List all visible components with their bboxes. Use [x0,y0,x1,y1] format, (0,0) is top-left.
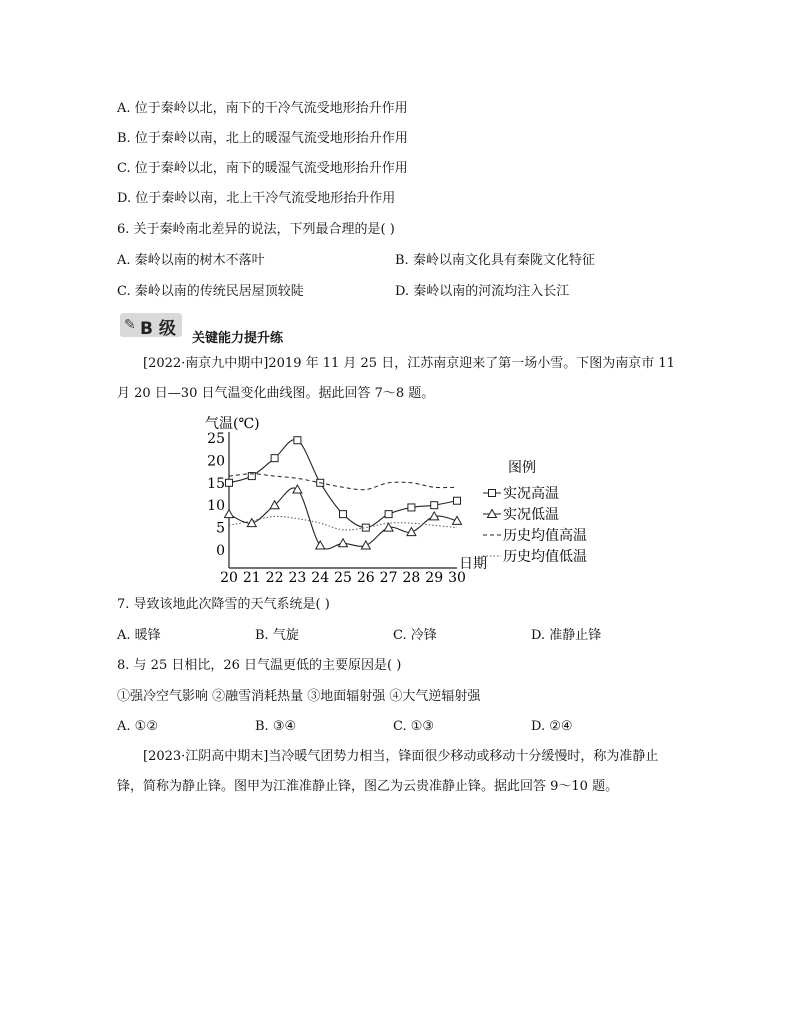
x-tick-label: 22 [265,570,284,585]
x-tick-label: 21 [242,570,261,585]
q6-option-d: D. 秦岭以南的河流均注入长江 [395,284,570,299]
legend-label-high: 实况高温 [503,486,559,502]
data-point-low [316,541,325,549]
intro-1-text: 2019 年 11 月 25 日，江苏南京迎来了第一场小雪。下图为南京市 11 月 20 日—30 日气温变化曲线图。据此回答 7～8 题。 [117,356,675,401]
data-point-high [385,511,392,518]
x-tick-label: 24 [311,570,330,585]
y-axis-label: 气温(℃) [205,416,260,432]
data-point-high [294,437,301,444]
level-badge [120,311,184,337]
legend-label-avg-low: 历史均值低温 [503,549,587,565]
q6-option-c: C. 秦岭以南的传统民居屋顶较陡 [117,284,304,299]
q5-option-c: C. 位于秦岭以北，南下的暖湿气流受地形抬升作用 [117,161,408,176]
data-point-high [271,455,278,462]
x-axis-label: 日期 [459,556,487,572]
x-tick-label: 28 [402,570,421,585]
intro-1-source: [2022·南京九中期中] [143,356,269,371]
intro-paragraph-2 [117,742,677,802]
q8-stem: 8. 与 25 日相比，26 日气温更低的主要原因是( ) [117,658,402,673]
q5-option-b: B. 位于秦岭以南，北上的暖湿气流受地形抬升作用 [117,131,408,146]
q5-option-d: D. 位于秦岭以南，北上干冷气流受地形抬升作用 [117,191,396,206]
x-tick-label: 29 [425,570,444,585]
data-point-low [293,485,302,493]
x-ticks [220,570,466,585]
y-ticks [207,431,225,559]
x-tick-label: 20 [220,570,238,585]
q8-factors: ①强冷空气影响 ②融雪消耗热量 ③地面辐射强 ④大气逆辐射强 [117,689,481,704]
series-line-avg-low [229,516,457,530]
x-tick-label: 23 [288,570,307,585]
y-tick-label: 25 [207,431,225,447]
legend-label-low: 实况低温 [503,507,559,523]
intro-paragraph-1 [117,349,677,409]
legend-label-avg-high: 历史均值高温 [503,528,587,544]
series-line-avg-high [229,474,457,490]
section-title: 关键能力提升练 [192,331,284,346]
legend-marker-high [489,490,496,497]
intro-2-text: 当冷暖气团势力相当，锋面很少移动或移动十分缓慢时，称为准静止锋，简称为静止锋。图甲为江淮准静止锋，图乙为云贵准静止锋。据此回答 9～10 题。 [117,749,659,794]
legend-title: 图例 [508,460,536,476]
data-point-high [226,479,233,486]
x-tick-label: 27 [379,570,398,585]
q8-option-a: A. ①② [117,719,158,734]
y-tick-label: 20 [207,453,225,470]
q6-stem: 6. 关于秦岭南北差异的说法，下列最合理的是( ) [117,222,395,237]
data-point-low [225,510,234,518]
intro-2-source: [2023·江阴高中期末] [143,749,269,764]
temperature-line-chart [195,410,615,585]
y-tick-label: 5 [216,520,225,537]
x-tick-label: 30 [448,570,466,585]
q8-option-d: D. ②④ [531,719,573,734]
data-point-high [431,502,438,509]
data-point-high [340,511,347,518]
q7-stem: 7. 导致该地此次降雪的天气系统是( ) [117,597,330,612]
data-point-high [408,504,415,511]
legend [483,460,587,565]
q7-option-a: A. 暖锋 [117,628,161,643]
q8-option-b: B. ③④ [255,719,297,734]
data-point-high [454,497,461,504]
q7-option-c: C. 冷锋 [393,628,437,643]
q6-option-b: B. 秦岭以南文化具有秦陇文化特征 [395,253,595,268]
x-tick-label: 26 [356,570,375,585]
series-group [225,437,462,549]
q6-option-a: A. 秦岭以南的树木不落叶 [117,253,265,268]
q7-option-b: B. 气旋 [255,628,299,643]
q7-option-d: D. 准静止锋 [531,628,602,643]
data-point-low [339,539,348,547]
q5-option-a: A. 位于秦岭以北，南下的干冷气流受地形抬升作用 [117,101,408,116]
y-tick-label: 10 [207,498,225,515]
y-tick-label: 0 [216,543,225,559]
pencil-icon: ✎ [124,317,136,333]
data-point-low [407,528,416,536]
q8-option-c: C. ①③ [393,719,435,734]
badge-label: B 级 [140,319,176,339]
x-tick-label: 25 [334,570,352,585]
y-tick-label: 15 [207,475,225,492]
data-point-low [361,541,370,549]
